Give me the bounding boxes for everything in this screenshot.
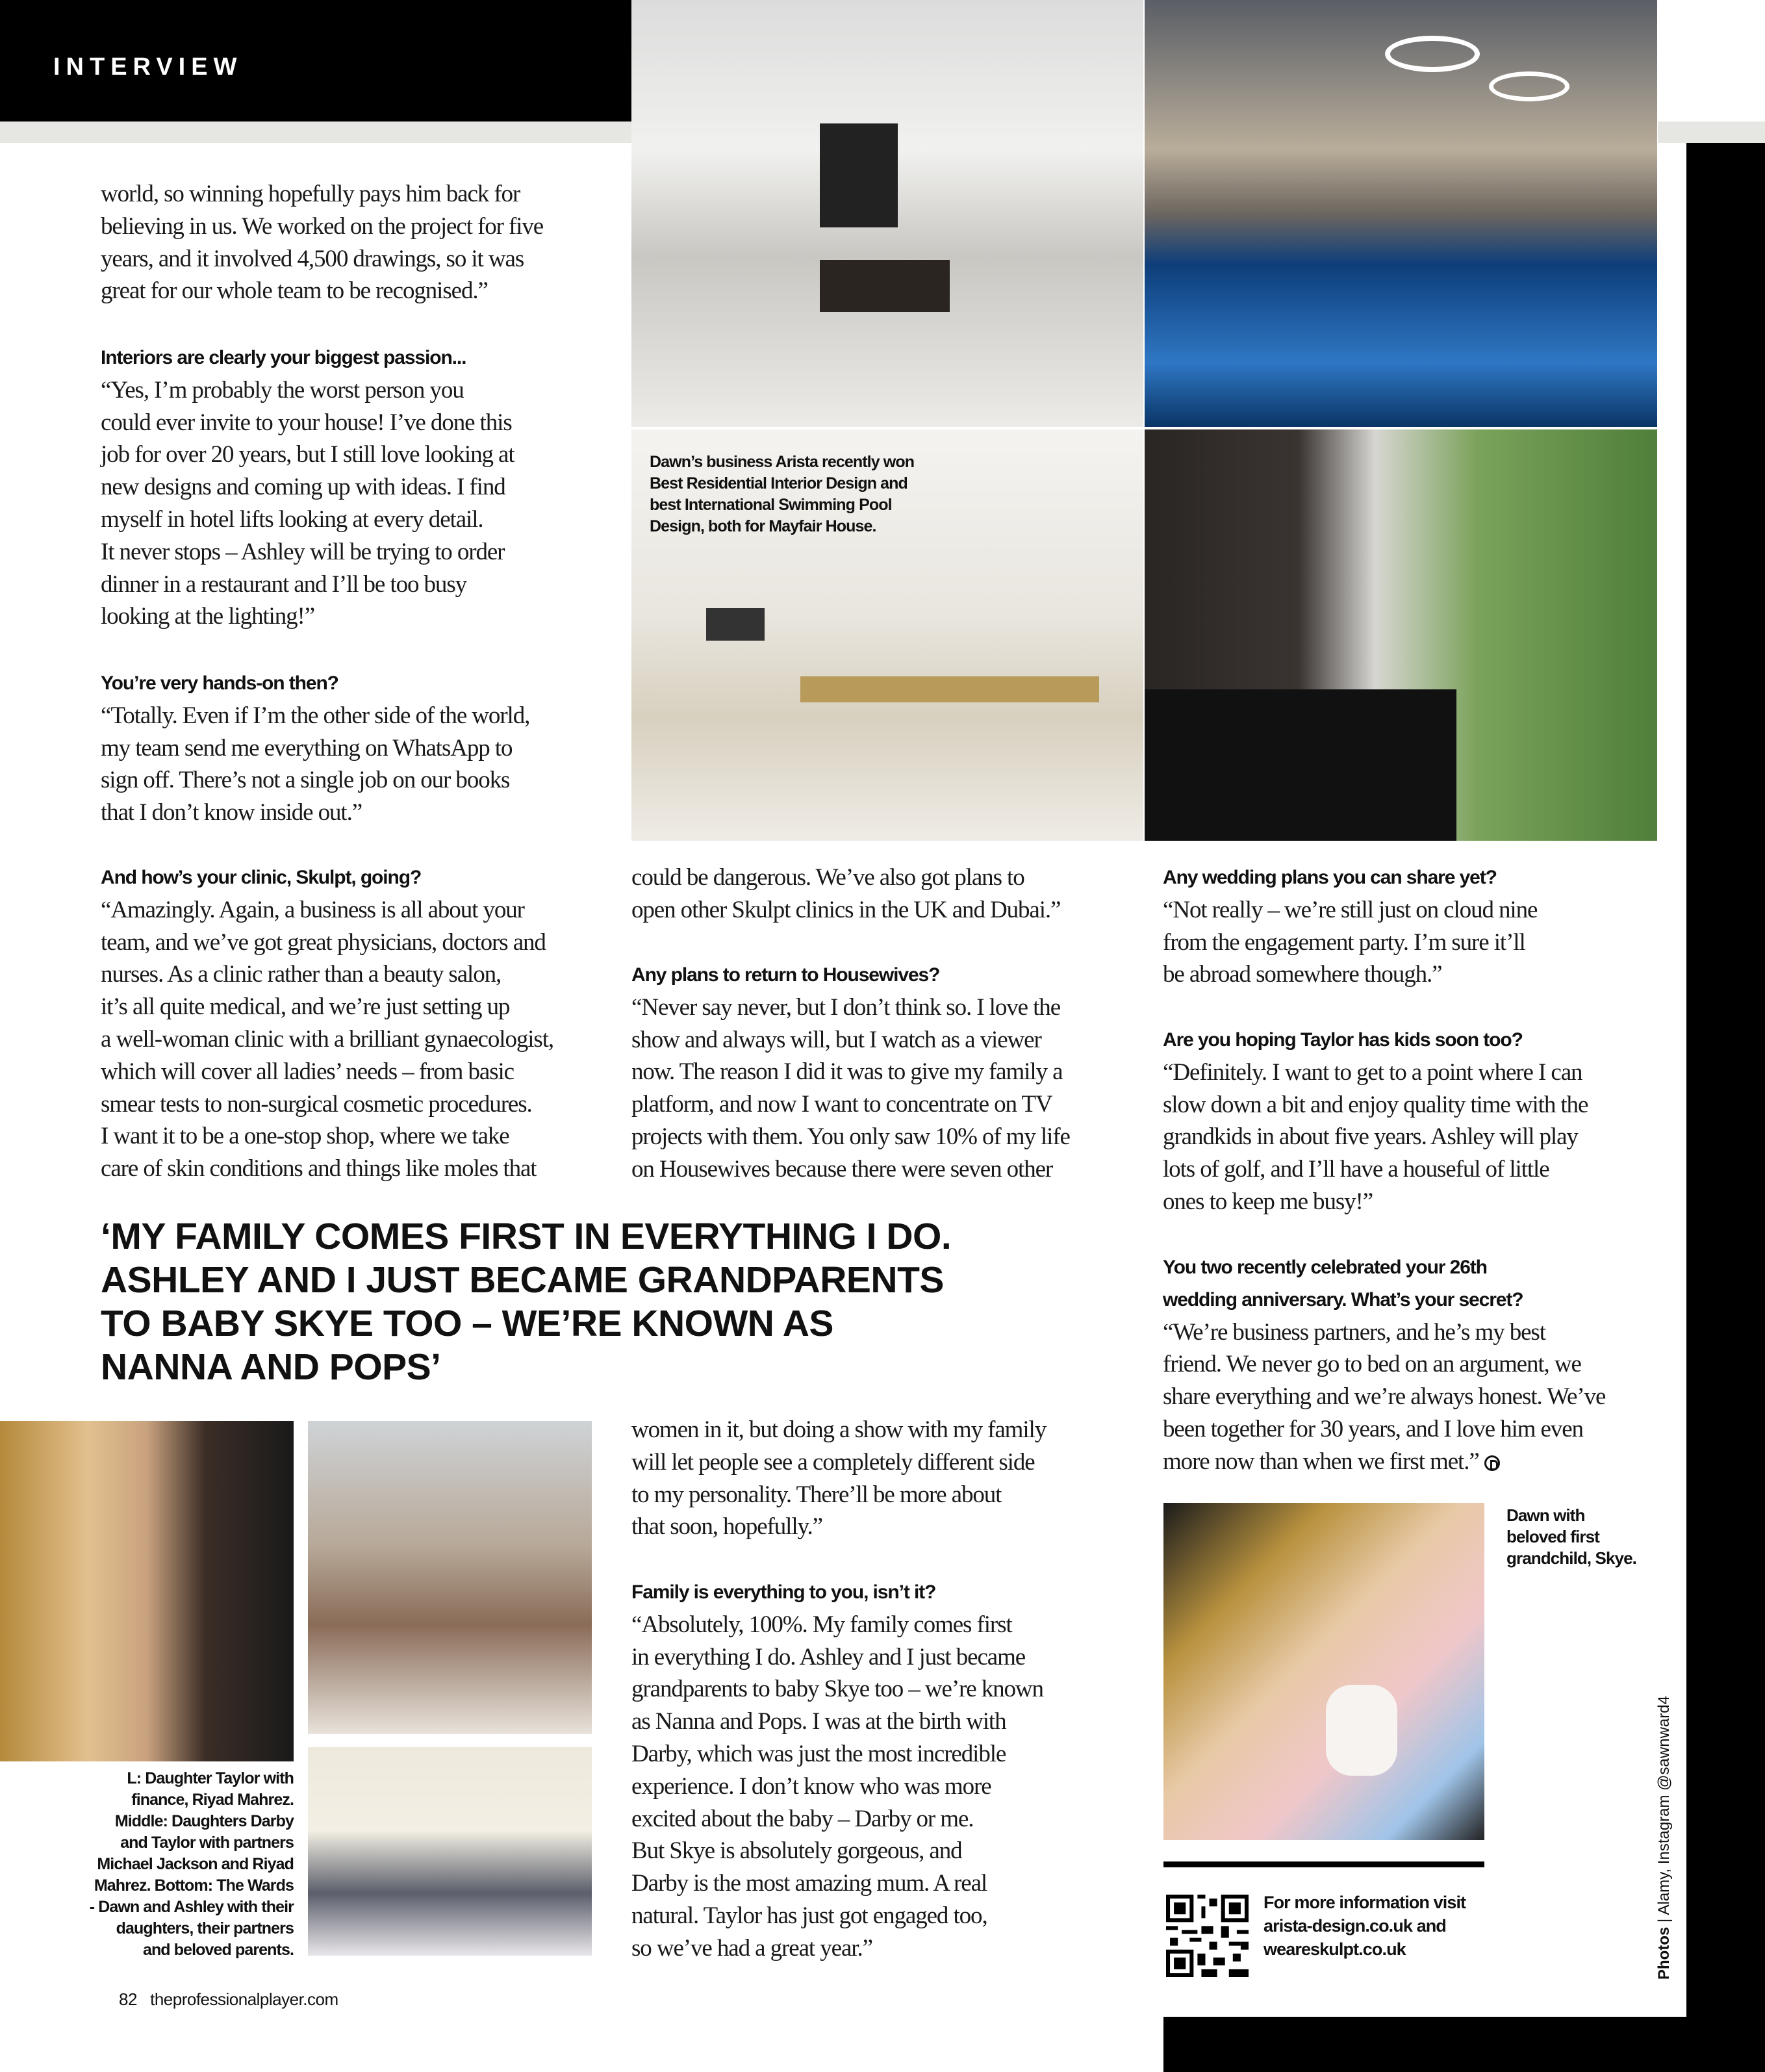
- qr-code-icon[interactable]: [1166, 1893, 1249, 1979]
- answer-line: looking at the lighting!”: [101, 603, 315, 630]
- answer-line: care of skin conditions and things like moles that: [101, 1155, 537, 1183]
- col2-block: [631, 862, 1060, 927]
- credit-text: | Alamy, Instagram @sawnward4: [1655, 1696, 1673, 1927]
- text-line: Michael Jackson and Riyad: [97, 1855, 294, 1873]
- text-line: L: Daughter Taylor with: [127, 1769, 294, 1787]
- caption-family: [0, 1768, 294, 1961]
- answer-line: team, and we’ve got great physicians, doctors and: [101, 928, 546, 956]
- answer-line: friend. We never go to bed on an argument, we: [1163, 1351, 1581, 1378]
- answer-line: natural. Taylor has just got engaged too,: [631, 1902, 987, 1929]
- answer-line: now. The reason I did it was to give my family a: [631, 1058, 1063, 1086]
- answer-line: great for our whole team to be recognised.”: [101, 277, 488, 305]
- question-heading: You’re very hands-on then?: [101, 672, 338, 694]
- page-number: 82: [119, 1989, 137, 2009]
- answer-line: experience. I don’t know who was more: [631, 1772, 991, 1800]
- text-line: Dawn’s business Arista recently won: [650, 453, 915, 471]
- text-line: ASHLEY AND I JUST BECAME GRANDPARENTS: [101, 1259, 944, 1301]
- answer-line: projects with them. You only saw 10% of my life: [631, 1123, 1070, 1150]
- answer-line: “Never say never, but I don’t think so. I love the: [631, 993, 1061, 1021]
- answer-line: “Definitely. I want to get to a point where I can: [1163, 1058, 1582, 1086]
- footer: [119, 1989, 338, 2010]
- answer-line: world, so winning hopefully pays him back for: [101, 181, 520, 207]
- baby: [1326, 1685, 1397, 1776]
- hall-artwork: [820, 123, 898, 227]
- caption-skye: [1506, 1505, 1636, 1569]
- text-line: Middle: Daughters Darby: [114, 1812, 294, 1830]
- photo-taylor-riyad: [0, 1421, 294, 1761]
- answer-line: “Not really – we’re still just on cloud nine: [1163, 896, 1538, 923]
- answer-line: share everything and we’re always honest. We’ve: [1163, 1383, 1606, 1411]
- question-heading: You two recently celebrated your 26th: [1163, 1257, 1487, 1278]
- answer-line: sign off. There’s not a single job on our books: [101, 767, 510, 794]
- answer-line: smear tests to non-surgical cosmetic procedures.: [101, 1090, 532, 1118]
- col2-block: [631, 1414, 1046, 1543]
- answer-line: on Housewives because there were seven other: [631, 1155, 1053, 1183]
- text-line: arista-design.co.uk and: [1263, 1916, 1446, 1936]
- answer-line: more now than when we first met.”: [1163, 1446, 1605, 1478]
- answer-line: from the engagement party. I’m sure it’ll: [1163, 928, 1525, 956]
- answer-line: ones to keep me busy!”: [1163, 1188, 1373, 1215]
- answer-line: myself in hotel lifts looking at every detail.: [101, 505, 483, 533]
- desk: [1145, 689, 1456, 841]
- photo-swimming-pool: [1145, 0, 1657, 427]
- photo-credit: [1655, 1696, 1673, 1980]
- answer-line: new designs and coming up with ideas. I find: [101, 474, 505, 501]
- answer-line: slow down a bit and enjoy quality time with the: [1163, 1091, 1588, 1118]
- answer-line: I want it to be a one-stop shop, where we take: [101, 1123, 509, 1150]
- col2-block: [631, 1576, 1043, 1965]
- col3-block: [1163, 862, 1537, 991]
- question-heading: Any wedding plans you can share yet?: [1163, 867, 1497, 888]
- col3-block: [1163, 1024, 1588, 1218]
- text-line: Mahrez. Bottom: The Wards: [94, 1876, 294, 1895]
- bottom-black-block: [1163, 2017, 1765, 2072]
- answer-line: in everything I do. Ashley and I just became: [631, 1643, 1026, 1670]
- col1-block: [101, 862, 553, 1185]
- col2-block: [631, 959, 1070, 1186]
- question-heading: Any plans to return to Housewives?: [631, 964, 940, 986]
- answer-line: platform, and now I want to concentrate on TV: [631, 1091, 1052, 1118]
- answer-line: could be dangerous. We’ve also got plans to: [631, 864, 1024, 891]
- answer-line: Darby, which was just the most incredible: [631, 1740, 1006, 1767]
- answer-line: grandparents to baby Skye too – we’re known: [631, 1676, 1043, 1703]
- answer-line: “Totally. Even if I’m the other side of the world,: [101, 702, 530, 729]
- answer-line: “We’re business partners, and he’s my best: [1163, 1318, 1545, 1346]
- text-line: Best Residential Interior Design and: [650, 474, 908, 492]
- answer-line: will let people see a completely different side: [631, 1448, 1035, 1476]
- answer-line: But Skye is absolutely gorgeous, and: [631, 1837, 962, 1865]
- answer-line: my team send me everything on WhatsApp to: [101, 734, 513, 761]
- answer-line: Darby is the most amazing mum. A real: [631, 1870, 987, 1897]
- text-line: Dawn with: [1506, 1505, 1585, 1525]
- section-title: INTERVIEW: [53, 53, 243, 81]
- grey-band: [0, 122, 631, 143]
- answer-line: nurses. As a clinic rather than a beauty salon,: [101, 961, 502, 988]
- answer-line: which will cover all ladies’ needs – from basic: [101, 1058, 514, 1085]
- question-heading: And how’s your clinic, Skulpt, going?: [101, 867, 422, 888]
- text-line: and Taylor with partners: [120, 1834, 294, 1852]
- answer-line: open other Skulpt clinics in the UK and Dubai.”: [631, 896, 1061, 923]
- text-line: ‘MY FAMILY COMES FIRST IN EVERYTHING I DO.: [101, 1216, 952, 1257]
- end-mark-icon: [1484, 1455, 1500, 1471]
- grey-band-right: [1658, 122, 1765, 143]
- text-line: weareskulpt.co.uk: [1263, 1939, 1406, 1959]
- answer-line: job for over 20 years, but I still love looking at: [101, 441, 514, 468]
- answer-line: it’s all quite medical, and we’re just setting up: [101, 993, 510, 1021]
- answer-line: show and always will, but I watch as a viewer: [631, 1026, 1041, 1053]
- text-line: and beloved parents.: [142, 1941, 294, 1959]
- question-heading: wedding anniversary. What’s your secret?: [1163, 1288, 1523, 1311]
- ceiling-light: [1385, 36, 1480, 72]
- answer-line: be abroad somewhere though.”: [1163, 961, 1442, 988]
- answer-line: could ever invite to your house! I’ve done this: [101, 409, 512, 436]
- photo-the-wards: [308, 1747, 592, 1956]
- answer-line: It never stops – Ashley will be trying to order: [101, 538, 505, 565]
- footer-site[interactable]: theprofessionalplayer.com: [150, 1989, 338, 2009]
- answer-line: lots of golf, and I’ll have a houseful of little: [1163, 1156, 1549, 1183]
- hall-console: [820, 260, 950, 312]
- answer-line: that I don’t know inside out.”: [101, 799, 362, 826]
- text-line: daughters, their partners: [116, 1919, 294, 1938]
- question-heading: Family is everything to you, isn’t it?: [631, 1581, 936, 1603]
- text-line: NANNA AND POPS’: [101, 1346, 441, 1388]
- answer-line: as Nanna and Pops. I was at the birth with: [631, 1708, 1006, 1735]
- ceiling-light: [1489, 71, 1569, 101]
- photo-hallway: [631, 0, 1143, 427]
- text-line: - Dawn and Ashley with their: [89, 1898, 294, 1916]
- answer-line: believing in us. We worked on the project for five: [101, 212, 544, 240]
- answer-line: to my personality. There’ll be more about: [631, 1481, 1002, 1508]
- right-black-column: [1686, 143, 1765, 2072]
- answer-line: that soon, hopefully.”: [631, 1513, 823, 1541]
- divider-rule: [1163, 1861, 1484, 1867]
- tv: [706, 608, 765, 641]
- answer-line: so we’ve had a great year.”: [631, 1934, 872, 1962]
- text-line: Design, both for Mayfair House.: [650, 517, 876, 535]
- answer-line: been together for 30 years, and I love him even: [1163, 1415, 1583, 1442]
- caption-interiors: [650, 452, 914, 537]
- text-line: For more information visit: [1263, 1893, 1466, 1912]
- answer-line: women in it, but doing a show with my family: [631, 1416, 1047, 1443]
- answer-line: dinner in a restaurant and I’ll be too busy: [101, 570, 467, 598]
- answer-line: “Absolutely, 100%. My family comes first: [631, 1611, 1012, 1638]
- answer-line: excited about the baby – Darby or me.: [631, 1805, 974, 1832]
- answer-line: a well-woman clinic with a brilliant gynaecologist,: [101, 1025, 554, 1053]
- photo-study: [1145, 429, 1657, 841]
- answer-line: “Amazingly. Again, a business is all about your: [101, 896, 524, 923]
- col1-block: [101, 342, 514, 633]
- dining-table: [800, 676, 1099, 702]
- question-heading: Are you hoping Taylor has kids soon too?: [1163, 1029, 1523, 1051]
- text-line: best International Swimming Pool: [650, 496, 892, 514]
- info-text: [1263, 1891, 1466, 1961]
- col3-block: [1163, 1251, 1605, 1478]
- text-line: beloved first: [1506, 1527, 1599, 1546]
- question-heading: Interiors are clearly your biggest passion...: [101, 347, 466, 368]
- text-line: TO BABY SKYE TOO – WE’RE KNOWN AS: [101, 1303, 833, 1344]
- col1-block: [101, 178, 543, 307]
- col1-block: [101, 667, 529, 829]
- answer-line: years, and it involved 4,500 drawings, so it was: [101, 245, 524, 272]
- pull-quote: [101, 1215, 951, 1389]
- answer-line: grandkids in about five years. Ashley will play: [1163, 1123, 1578, 1151]
- photo-dawn-skye: [1163, 1503, 1484, 1840]
- credit-label: Photos: [1655, 1926, 1673, 1980]
- text-line: grandchild, Skye.: [1506, 1548, 1636, 1568]
- photo-daughters-partners: [308, 1421, 592, 1734]
- text-line: finance, Riyad Mahrez.: [131, 1791, 294, 1809]
- answer-line: “Yes, I’m probably the worst person you: [101, 376, 464, 403]
